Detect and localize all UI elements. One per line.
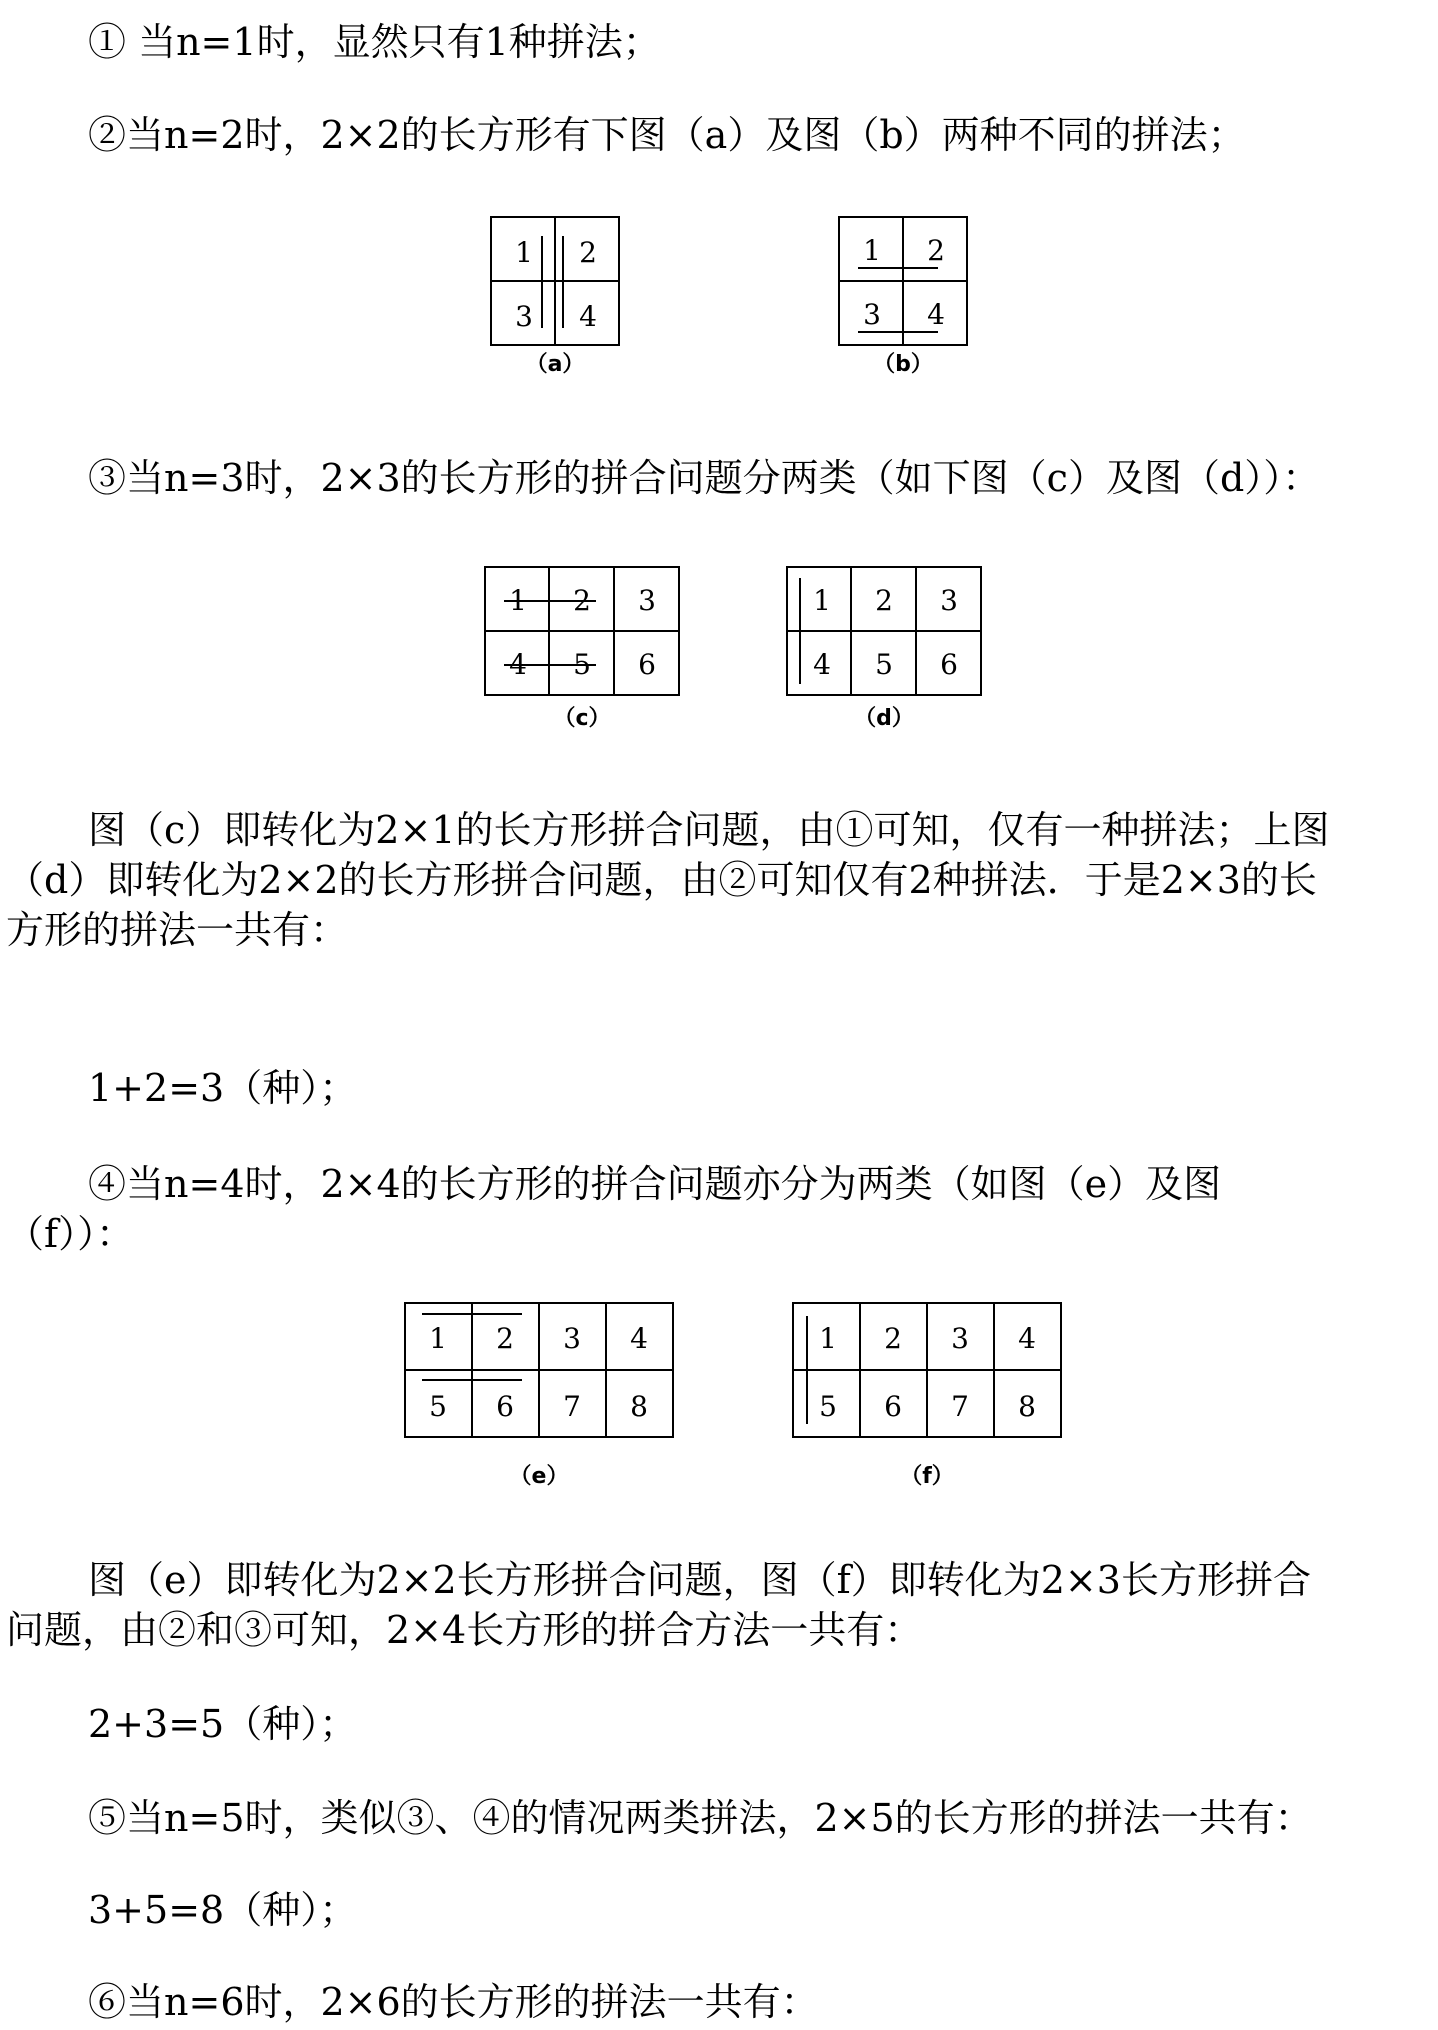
figure-f-cell-2: 2 [884,1322,902,1355]
figure-b [838,216,968,386]
figure-e-cell-8: 8 [630,1390,648,1423]
figure-d-cell-5: 5 [875,648,893,681]
figure-b-cell-2: 2 [927,234,945,267]
equation-n5: 3+5=8（种）； [88,1888,358,1932]
equation-n3: 1+2=3（种）； [88,1066,358,1110]
figure-e-caption: （e） [509,1464,569,1489]
figure-b-cell-1: 1 [863,234,881,267]
figure-c-cell-1: 1 [509,584,527,617]
figure-a-caption: （a） [525,352,585,377]
paragraph-e-f-line-2: 问题，由②和③可知，2×4长方形的拼合方法一共有： [6,1608,923,1652]
figure-e-cell-4: 4 [630,1322,648,1355]
figure-e-cell-5: 5 [429,1390,447,1423]
figure-d-cell-3: 3 [940,584,958,617]
figure-e-cell-2: 2 [496,1322,514,1355]
figure-c-cell-2: 2 [573,584,591,617]
step-5-text: ⑤当n=5时，类似③、④的情况两类拼法，2×5的长方形的拼法一共有： [88,1796,1313,1840]
step-6-text: ⑥当n=6时，2×6的长方形的拼法一共有： [88,1980,819,2024]
figure-a-cell-1: 1 [515,236,533,269]
figure-e [404,1302,674,1496]
figure-c-cell-6: 6 [638,648,656,681]
figure-e-cell-3: 3 [563,1322,581,1355]
figure-c-cell-4: 4 [509,648,527,681]
figure-d-cell-4: 4 [813,648,831,681]
figure-e-grid [404,1302,674,1438]
figure-c-cell-3: 3 [638,584,656,617]
figure-c-caption: （c） [553,706,611,731]
figure-a-grid [490,216,620,346]
figure-b-cell-3: 3 [863,298,881,331]
paragraph-c-d-line-2: （d）即转化为2×2的长方形拼合问题，由②可知仅有2种拼法．于是2×3的长 [6,858,1317,902]
figure-f-cell-7: 7 [951,1390,969,1423]
paragraph-e-f-line-1: 图（e）即转化为2×2长方形拼合问题，图（f）即转化为2×3长方形拼合 [88,1558,1311,1602]
figure-e-cell-1: 1 [429,1322,447,1355]
figure-b-caption: （b） [873,352,933,377]
figure-f-cell-6: 6 [884,1390,902,1423]
paragraph-c-d-line-1: 图（c）即转化为2×1的长方形拼合问题，由①可知，仅有一种拼法；上图 [88,808,1330,852]
figure-a [490,216,620,386]
figure-f-cell-1: 1 [819,1322,837,1355]
figure-d-cell-6: 6 [940,648,958,681]
step-3-text: ③当n=3时，2×3的长方形的拼合问题分两类（如下图（c）及图（d））： [88,456,1321,500]
figure-e-cell-6: 6 [496,1390,514,1423]
figure-d-cell-2: 2 [875,584,893,617]
step-4-text-line-2: （f））： [6,1212,135,1256]
figure-b-cell-4: 4 [927,298,945,331]
figure-d-cell-1: 1 [813,584,831,617]
figure-c [484,566,680,740]
figure-c-cell-5: 5 [573,648,591,681]
step-2-text: ②当n=2时，2×2的长方形有下图（a）及图（b）两种不同的拼法； [88,113,1246,157]
figure-b-grid [838,216,968,346]
figure-f-caption: （f） [900,1464,954,1489]
figure-a-cell-4: 4 [579,300,597,333]
figure-f-cell-3: 3 [951,1322,969,1355]
step-4-text-line-1: ④当n=4时，2×4的长方形的拼合问题亦分为两类（如图（e）及图 [88,1162,1222,1206]
figure-f [792,1302,1062,1496]
figure-e-cell-7: 7 [563,1390,581,1423]
figure-f-grid [792,1302,1062,1438]
figure-a-cell-2: 2 [579,236,597,269]
equation-n4: 2+3=5（种）； [88,1702,358,1746]
figure-f-cell-8: 8 [1018,1390,1036,1423]
figure-d-grid [786,566,982,696]
figure-d-caption: （d） [854,706,914,731]
paragraph-c-d-line-3: 方形的拼法一共有： [6,908,349,952]
step-1-text: ① 当n=1时，显然只有1种拼法； [88,20,661,64]
figure-a-cell-3: 3 [515,300,533,333]
figure-d [786,566,982,740]
figure-c-grid [484,566,680,696]
figure-f-cell-4: 4 [1018,1322,1036,1355]
figure-f-cell-5: 5 [819,1390,837,1423]
